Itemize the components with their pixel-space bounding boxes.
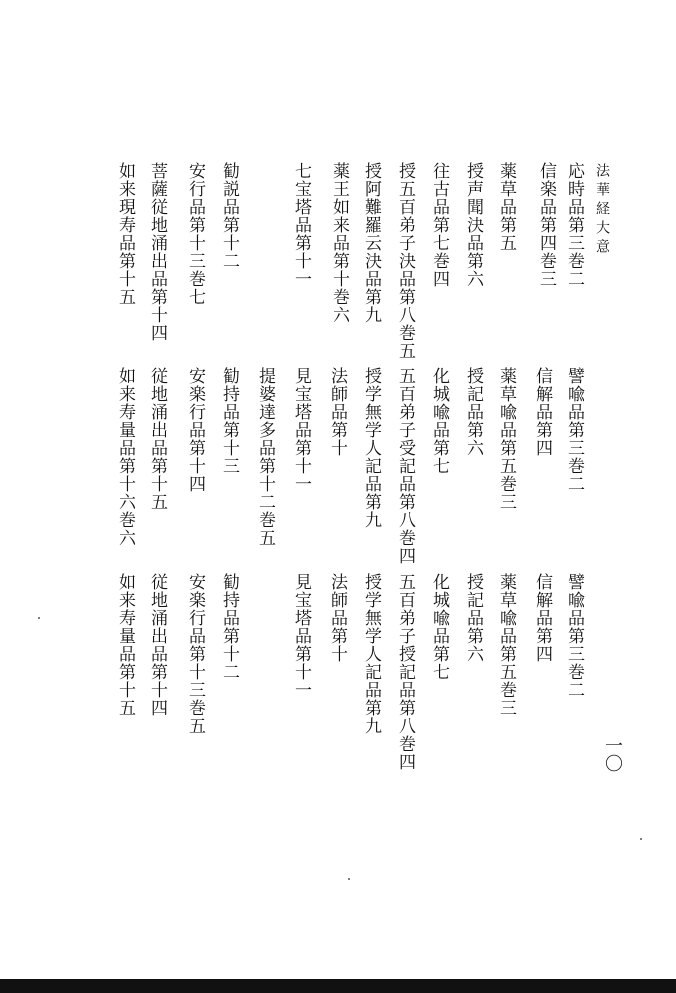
chapter-entry: 信解品第四	[532, 367, 552, 457]
chapter-entry: 如来寿量品第十六巻六	[115, 367, 135, 547]
chapter-entry: 授学無学人記品第九	[361, 367, 381, 529]
chapter-entry: 法師品第十	[327, 573, 347, 663]
chapter-entry: 薬草品第五	[496, 162, 516, 252]
chapter-entry: 従地涌出品第十五	[147, 367, 167, 511]
chapter-entry: 授学無学人記品第九	[361, 573, 381, 735]
chapter-entry: 五百弟子授記品第八巻四	[395, 573, 415, 771]
chapter-entry: 譬喩品第三巻二	[564, 573, 584, 699]
chapter-entry: 薬草喩品第五巻三	[496, 573, 516, 717]
chapter-entry: 勧説品第十二	[219, 162, 239, 270]
chapter-entry: 如来寿量品第十五	[115, 573, 135, 717]
chapter-entry: 応時品第三巻二	[564, 162, 584, 288]
chapter-entry: 化城喩品第七	[429, 573, 449, 681]
chapter-entry: 菩薩従地涌出品第十四	[147, 162, 167, 342]
chapter-entry: 往古品第七巻四	[429, 162, 449, 288]
chapter-entry: 化城喩品第七	[429, 367, 449, 475]
chapter-entry: 授記品第六	[463, 573, 483, 663]
chapter-entry: 薬草喩品第五巻三	[496, 367, 516, 511]
scan-bottom-edge	[0, 979, 676, 993]
scan-speck	[38, 617, 40, 619]
chapter-entry: 見宝塔品第十一	[291, 367, 311, 493]
chapter-entry: 提婆達多品第十二巻五	[255, 367, 275, 547]
chapter-entry: 法師品第十	[327, 367, 347, 457]
chapter-entry: 授五百弟子決品第八巻五	[395, 162, 415, 360]
chapter-entry: 五百弟子受記品第八巻四	[395, 367, 415, 565]
chapter-entry: 如来現寿品第十五	[115, 162, 135, 306]
chapter-entry: 安行品第十三巻七	[185, 162, 205, 306]
chapter-entry: 安楽行品第十三巻五	[185, 573, 205, 735]
chapter-entry: 授記品第六	[463, 367, 483, 457]
chapter-entry: 見宝塔品第十一	[291, 573, 311, 699]
chapter-entry: 授声聞決品第六	[463, 162, 483, 288]
scan-speck	[640, 838, 642, 840]
chapter-entry: 七宝塔品第十一	[291, 162, 311, 288]
chapter-entry: 授阿難羅云決品第九	[361, 162, 381, 324]
chapter-entry: 薬王如来品第十巻六	[329, 162, 349, 324]
chapter-entry: 譬喩品第三巻二	[564, 367, 584, 493]
page-header: 法華経大意	[594, 163, 610, 258]
chapter-entry: 安楽行品第十四	[185, 367, 205, 493]
scan-speck	[348, 878, 350, 880]
chapter-entry: 勧持品第十三	[219, 367, 239, 475]
chapter-entry: 信楽品第四巻三	[536, 162, 556, 288]
chapter-entry: 従地涌出品第十四	[147, 573, 167, 717]
chapter-entry: 勧持品第十二	[219, 573, 239, 681]
page-number: 一〇	[602, 736, 623, 772]
chapter-entry: 信解品第四	[532, 573, 552, 663]
